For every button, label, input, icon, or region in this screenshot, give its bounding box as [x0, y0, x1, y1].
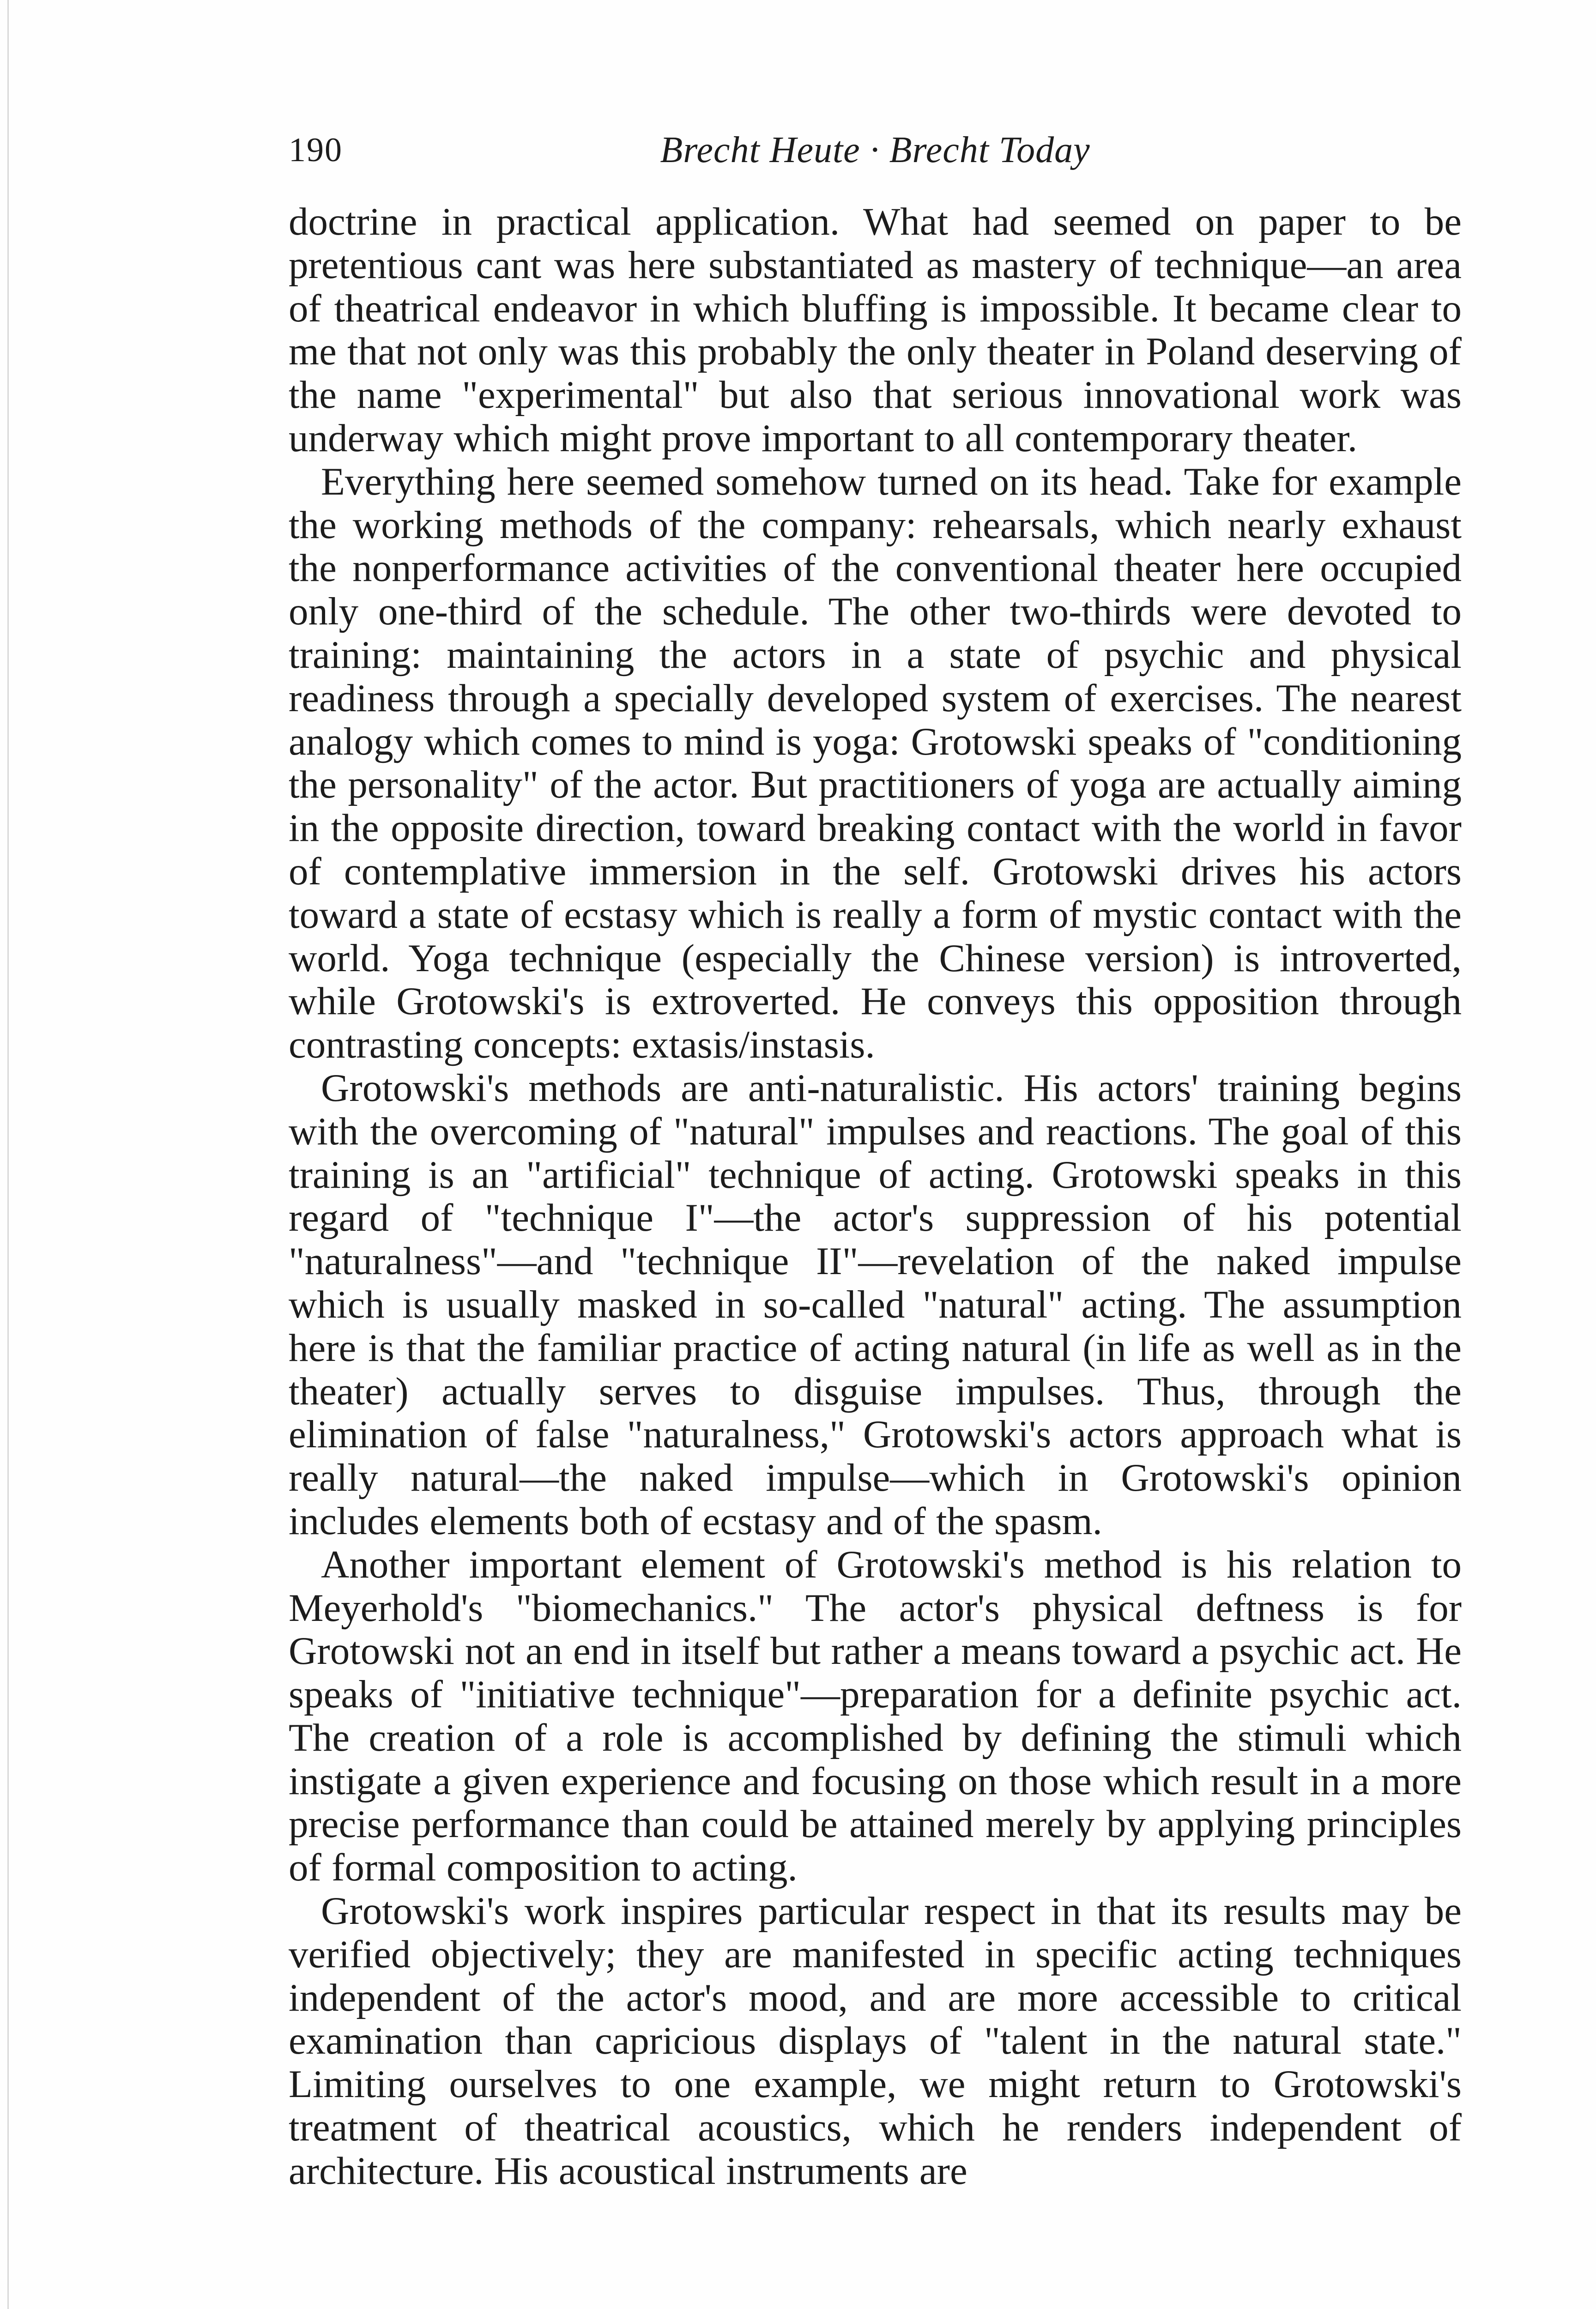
running-head: Brecht Heute · Brecht Today: [660, 130, 1090, 170]
page-number: 190: [289, 131, 343, 169]
paragraph: Another important element of Grotowski's method is his relation to Meyerhold's "biomechanics." The actor's physical deftness is for Grotowski not an end in itself but rather a means toward a psychic act. He speaks of "initiative technique"—preparation for a definite psychic act. The creation of a role is accomplished by defining the stimuli which instigate a given experience and focusing on those which result in a more precise performance than could be attained merely by applying principles of formal composition to acting.: [289, 1542, 1462, 1890]
page-header: [289, 125, 1462, 175]
paragraph: Grotowski's work inspires particular respect in that its results may be verified objectively; they are manifested in specific acting techniques independent of the actor's mood, and are more accessible to critical examination than capricious displays of "talent in the natural state." Limiting ourselves to one example, we might return to Grotowski's treatment of theatrical acoustics, which he renders independent of architecture. His acoustical instruments are: [289, 1889, 1462, 2193]
body-text: [289, 200, 1462, 2193]
paragraph-continued: doctrine in practical application. What had seemed on paper to be pretentious cant was here substantiated as mastery of technique—an area of theatrical endeavor in which bluffing is impossible. It became clear to me that not only was this probably the only theater in Poland deserving of the name "experimental" but also that serious innovational work was underway which might prove important to all contemporary theater.: [289, 200, 1462, 460]
paragraph: Everything here seemed somehow turned on its head. Take for example the working methods of the company: rehearsals, which nearly exhaust the nonperformance activities of the conventional theater here occupied only one-third of the schedule. The other two-thirds were devoted to training: maintaining the actors in a state of psychic and physical readiness through a specially developed system of exercises. The nearest analogy which comes to mind is yoga: Grotowski speaks of "conditioning the personality" of the actor. But practitioners of yoga are actually aiming in the opposite direction, toward breaking contact with the world in favor of contemplative immersion in the self. Grotowski drives his actors toward a state of ecstasy which is really a form of mystic contact with the world. Yoga technique (especially the Chinese version) is introverted, while Grotowski's is extroverted. He conveys this opposition through contrasting concepts: extasis/instasis.: [289, 459, 1462, 1067]
scan-gutter-edge: [7, 0, 9, 2309]
paragraph: Grotowski's methods are anti-naturalistic. His actors' training begins with the overcoming of "natural" impulses and reactions. The goal of this training is an "artificial" technique of acting. Grotowski speaks in this regard of "technique I"—the actor's suppression of his potential "naturalness"—and "technique II"—revelation of the naked impulse which is usually masked in so-called "natural" acting. The assumption here is that the familiar practice of acting natural (in life as well as in the theater) actually serves to disguise impulses. Thus, through the elimination of false "naturalness," Grotowski's actors approach what is really natural—the naked impulse—which in Grotowski's opinion includes elements both of ecstasy and of the spasm.: [289, 1066, 1462, 1543]
